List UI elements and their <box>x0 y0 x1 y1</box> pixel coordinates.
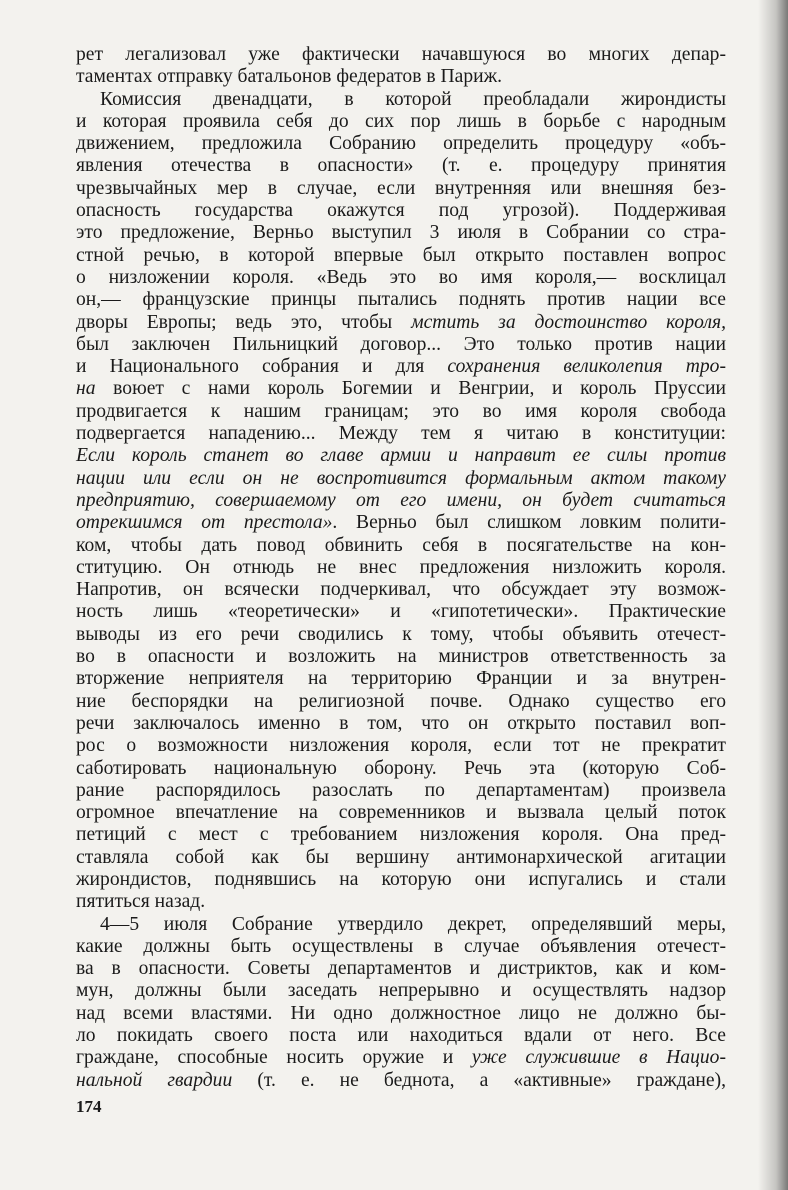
text-line <box>76 267 726 289</box>
text-run: вторжение неприятеля на территорию Франции и за внутрен- <box>76 668 726 690</box>
italic-run: уже служившие в Нацио- <box>471 1047 726 1069</box>
text-run: граждане, способные носить оружие и <box>76 1047 472 1069</box>
text-line <box>76 914 726 936</box>
text-line <box>76 1047 726 1069</box>
text-run: движением, предложила Собранию определить процедуру «объ- <box>76 133 726 155</box>
text-line <box>76 624 726 646</box>
italic-run: сохранения великолепия тро- <box>447 356 726 378</box>
text-line <box>76 601 726 623</box>
text-line <box>76 780 726 802</box>
text-run: ность лишь «теоретически» и «гипотетически». Практические <box>76 601 726 623</box>
text-line <box>76 579 726 601</box>
text-run: и Национального собрания и для <box>76 356 448 378</box>
text-run: 4—5 июля Собрание утвердило декрет, определявший меры, <box>100 913 726 935</box>
text-run: ком, чтобы дать повод обвинить себя в посягательстве на кон- <box>76 534 726 556</box>
text-run: подвергается нападению... Между тем я читаю в конституции: <box>76 423 726 445</box>
text-line <box>76 512 726 534</box>
text-line <box>76 1003 726 1025</box>
text-line <box>76 1070 726 1092</box>
text-run: рос о возможности низложения короля, если тот не прекратит <box>76 735 726 757</box>
text-run: жирондистов, поднявшись на которую они испугались и стали <box>76 868 726 890</box>
text-line <box>76 468 726 490</box>
text-run: о низложении короля. «Ведь это во имя короля,— восклицал <box>76 266 726 288</box>
paragraph <box>76 914 726 1092</box>
text-run: явления отечества в опасности» (т. е. процедуру принятия <box>76 155 726 177</box>
text-run: (т. е. не беднота, а «активные» граждане), <box>232 1069 726 1091</box>
text-run: ва в опасности. Советы департаментов и дистриктов, как и ком- <box>76 958 726 980</box>
text-run: ло покидать своего поста или находиться вдали от него. Все <box>76 1025 726 1047</box>
paragraph <box>76 44 726 89</box>
text-line <box>76 44 726 66</box>
text-line <box>76 155 726 177</box>
text-line <box>76 936 726 958</box>
text-line <box>76 89 726 111</box>
text-run: Комиссия двенадцати, в которой преобладали жирондисты <box>100 88 726 110</box>
text-run: стной речью, в которой впервые был открыто поставлен вопрос <box>76 244 726 266</box>
text-run: ставляла собой как бы вершину антимонархической агитации <box>76 846 726 868</box>
text-run: огромное впечатление на современников и вызвала целый поток <box>76 802 726 824</box>
text-line <box>76 66 726 88</box>
text-line <box>76 557 726 579</box>
text-run: ние беспорядки на религиозной почве. Однако существо его <box>76 690 726 712</box>
text-line <box>76 980 726 1002</box>
page-edge-shadow <box>758 0 788 1190</box>
text-line <box>76 490 726 512</box>
text-line <box>76 178 726 200</box>
text-run: и которая проявила себя до сих пор лишь в борьбе с народным <box>76 110 726 132</box>
text-line <box>76 445 726 467</box>
text-run: ституцию. Он отнюдь не внес предложения низложить короля. <box>76 556 726 578</box>
italic-run: Если король станет во главе армии и направит ее силы против <box>76 445 726 467</box>
body-text <box>76 44 726 1092</box>
text-run: Напротив, он всячески подчеркивал, что обсуждает эту возмож- <box>76 579 726 601</box>
text-run: пятиться назад. <box>76 891 206 913</box>
text-line <box>76 758 726 780</box>
text-line <box>76 378 726 400</box>
page-number: 174 <box>76 1097 102 1116</box>
text-run: таментах отправку батальонов федератов в Париж. <box>76 66 503 88</box>
text-run: мун, должны были заседать непрерывно и осуществлять надзор <box>76 980 726 1002</box>
text-run: продвигается к нашим границам; это во имя короля свобода <box>76 400 726 422</box>
italic-run: нации или если он не воспротивится формальным актом такому <box>76 467 726 489</box>
text-run: над всеми властями. Ни одно должностное лицо не должно бы- <box>76 1002 726 1024</box>
italic-run: предприятию, совершаемому от его имени, он будет считаться <box>76 489 726 511</box>
text-line <box>76 401 726 423</box>
text-line <box>76 891 726 913</box>
text-line <box>76 802 726 824</box>
text-run: рание распорядилось разослать по департаментам) произвела <box>76 779 726 801</box>
text-run: дворы Европы; ведь это, чтобы <box>76 311 412 333</box>
text-line <box>76 958 726 980</box>
italic-run: нальной гвардии <box>76 1069 233 1091</box>
text-line <box>76 646 726 668</box>
text-line <box>76 824 726 846</box>
text-run: это предложение, Верньо выступил 3 июля в Собрании со стра- <box>76 222 726 244</box>
text-run: воюет с нами король Богемии и Венгрии, и король Пруссии <box>95 378 726 400</box>
text-run: был заключен Пильницкий договор... Это только против нации <box>76 333 726 355</box>
text-line <box>76 200 726 222</box>
text-run: петиций с мест с требованием низложения короля. Она пред- <box>76 824 726 846</box>
text-line <box>76 1025 726 1047</box>
text-run: во в опасности и возложить на министров ответственность за <box>76 646 726 668</box>
text-line <box>76 312 726 334</box>
text-line <box>76 111 726 133</box>
text-run: . Верньо был слишком ловким полити- <box>332 512 726 534</box>
text-line <box>76 668 726 690</box>
italic-run: отрекшимся от престола» <box>76 512 333 534</box>
text-line <box>76 869 726 891</box>
paragraph <box>76 89 726 914</box>
text-line <box>76 356 726 378</box>
text-line <box>76 222 726 244</box>
text-line <box>76 245 726 267</box>
text-line <box>76 289 726 311</box>
text-run: опасность государства окажутся под угрозой). Поддерживая <box>76 200 726 222</box>
text-line <box>76 691 726 713</box>
text-line <box>76 735 726 757</box>
text-run: рет легализовал уже фактически начавшуюся во многих депар- <box>76 44 726 65</box>
text-run: какие должны быть осуществлены в случае объявления отечест- <box>76 935 726 957</box>
italic-run: мстить за достоинство короля, <box>411 311 726 333</box>
text-run: чрезвычайных мер в случае, если внутренняя или внешняя без- <box>76 177 726 199</box>
text-run: выводы из его речи сводились к тому, чтобы объявить отечест- <box>76 623 726 645</box>
text-line <box>76 133 726 155</box>
text-run: саботировать национальную оборону. Речь эта (которую Соб- <box>76 757 726 779</box>
italic-run: на <box>76 378 96 400</box>
text-line <box>76 535 726 557</box>
text-line <box>76 713 726 735</box>
text-line <box>76 334 726 356</box>
text-line <box>76 423 726 445</box>
text-run: он,— французские принцы пытались поднять против нации все <box>76 289 726 311</box>
text-line <box>76 847 726 869</box>
text-run: речи заключалось именно в том, что он открыто поставил воп- <box>76 712 726 734</box>
